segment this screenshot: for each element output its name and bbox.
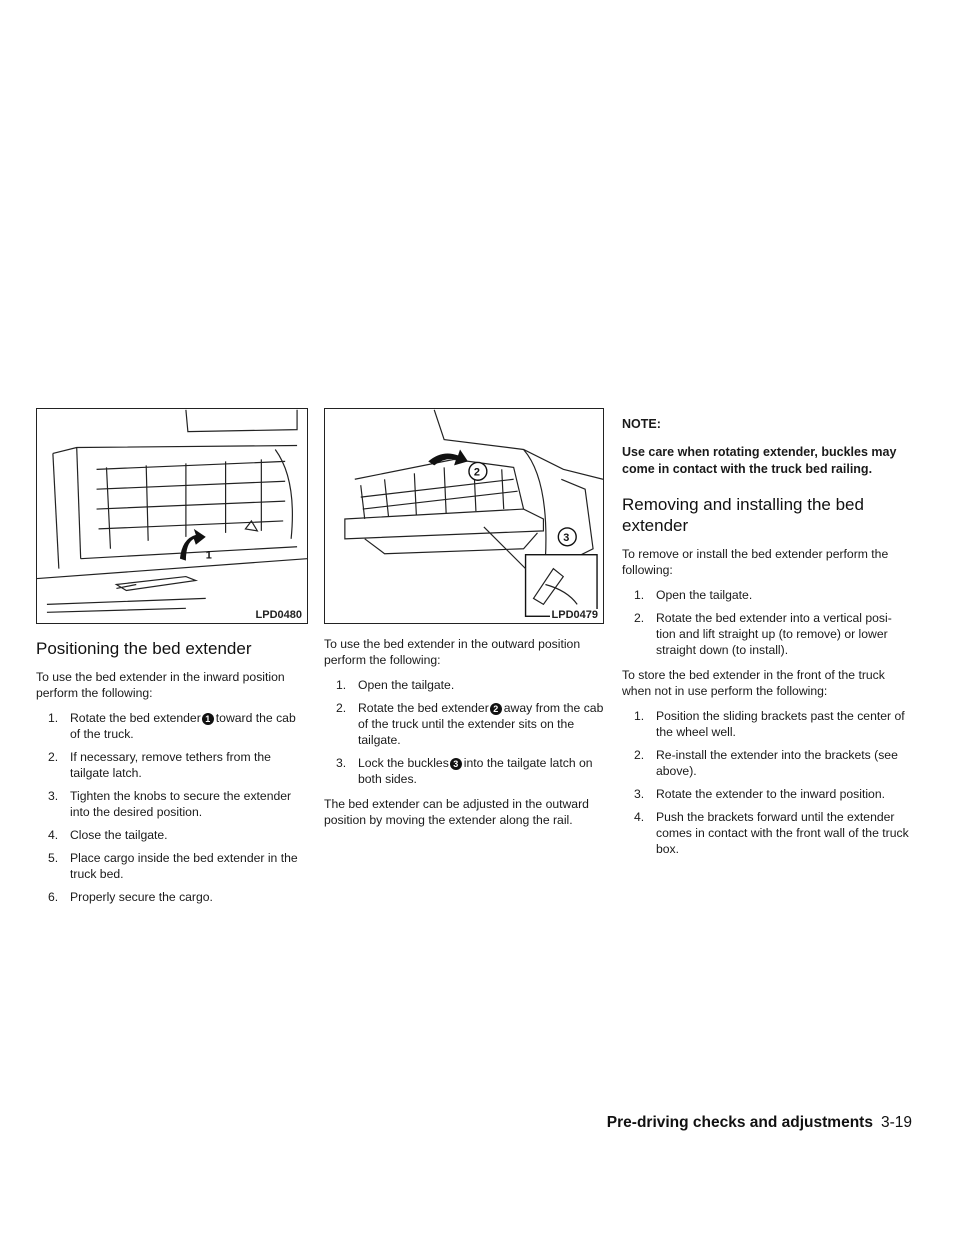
section-intro: To remove or install the bed extender perform the following: [622,547,889,577]
step-item: 1. Rotate the bed extender 1 toward the cab of the truck. [48,711,296,741]
figure-outward-extender [324,408,604,624]
adjust-paragraph: The bed extender can be adjusted in the outward position by moving the extender along the rail. [324,797,589,827]
illustration-tailgate-outward [325,409,603,623]
step-item: 3. Lock the buckles 3 into the tailgate latch on both sides. [336,756,593,786]
store-intro: To store the bed extender in the front of the truck when not in use perform the following: [622,668,885,698]
column-left [36,408,308,914]
column-right [622,416,912,866]
step-item: 3. Tighten the knobs to secure the extender into the desired position. [48,789,292,819]
column-middle [324,408,604,837]
steps-remove-install [622,587,912,658]
step-item: 2. If necessary, remove tethers from the tailgate latch. [48,750,271,780]
section-title-removing: Removing and installing the bed extender [622,495,864,535]
callout-badge-1: 1 [202,713,214,725]
footer-section-title: Pre-driving checks and adjustments [606,1114,873,1131]
section-intro: To use the bed extender in the outward position perform the following: [324,637,581,667]
note-body: Use care when rotating extender, buckles may come in contact with the truck bed railing. [622,445,897,476]
callout-2: 2 [473,466,481,479]
note-heading: NOTE: [622,417,661,431]
inset-detail-box [526,555,597,617]
section-title-positioning: Positioning the bed extender [36,639,252,658]
step-item: 2. Rotate the bed extender 2 away from the cab of the truck until the extender sits on the tailgate. [336,701,604,747]
section-intro: To use the bed extender in the inward position perform the following: [36,670,285,700]
callout-1: 1 [205,549,212,562]
step-item: 6. Properly secure the cargo. [48,890,213,904]
steps-store [622,708,912,857]
step-item: 2. Rotate the bed extender into a vertical posi- tion and lift straight up (to remove) or lower straight down (to install). [634,611,892,657]
figure-id-label: LPD0480 [255,609,302,621]
figure-id-label: LPD0479 [551,609,598,621]
page-number: 3-19 [880,1114,912,1131]
steps-inward [36,710,308,905]
callout-badge-2: 2 [490,703,502,715]
steps-outward [324,677,604,787]
step-item: 1. Position the sliding brackets past the center of the wheel well. [634,709,905,739]
step-item: 3. Rotate the extender to the inward position. [634,787,885,801]
rotate-arrow-icon [180,529,206,561]
step-item: 4. Close the tailgate. [48,828,168,842]
step-item: 1. Open the tailgate. [336,678,455,692]
rotate-arrow-icon [428,449,468,465]
illustration-truck-bed-inward [37,409,307,623]
callout-badge-3: 3 [450,758,462,770]
step-item: 5. Place cargo inside the bed extender in the truck bed. [48,851,298,881]
step-item: 1. Open the tailgate. [634,588,753,602]
step-item: 2. Re-install the extender into the brackets (see above). [634,748,898,778]
figure-inward-extender [36,408,308,624]
step-item: 4. Push the brackets forward until the extender comes in contact with the front wall of the truck box. [634,810,909,856]
page-footer [607,1114,912,1132]
callout-3: 3 [563,531,570,544]
